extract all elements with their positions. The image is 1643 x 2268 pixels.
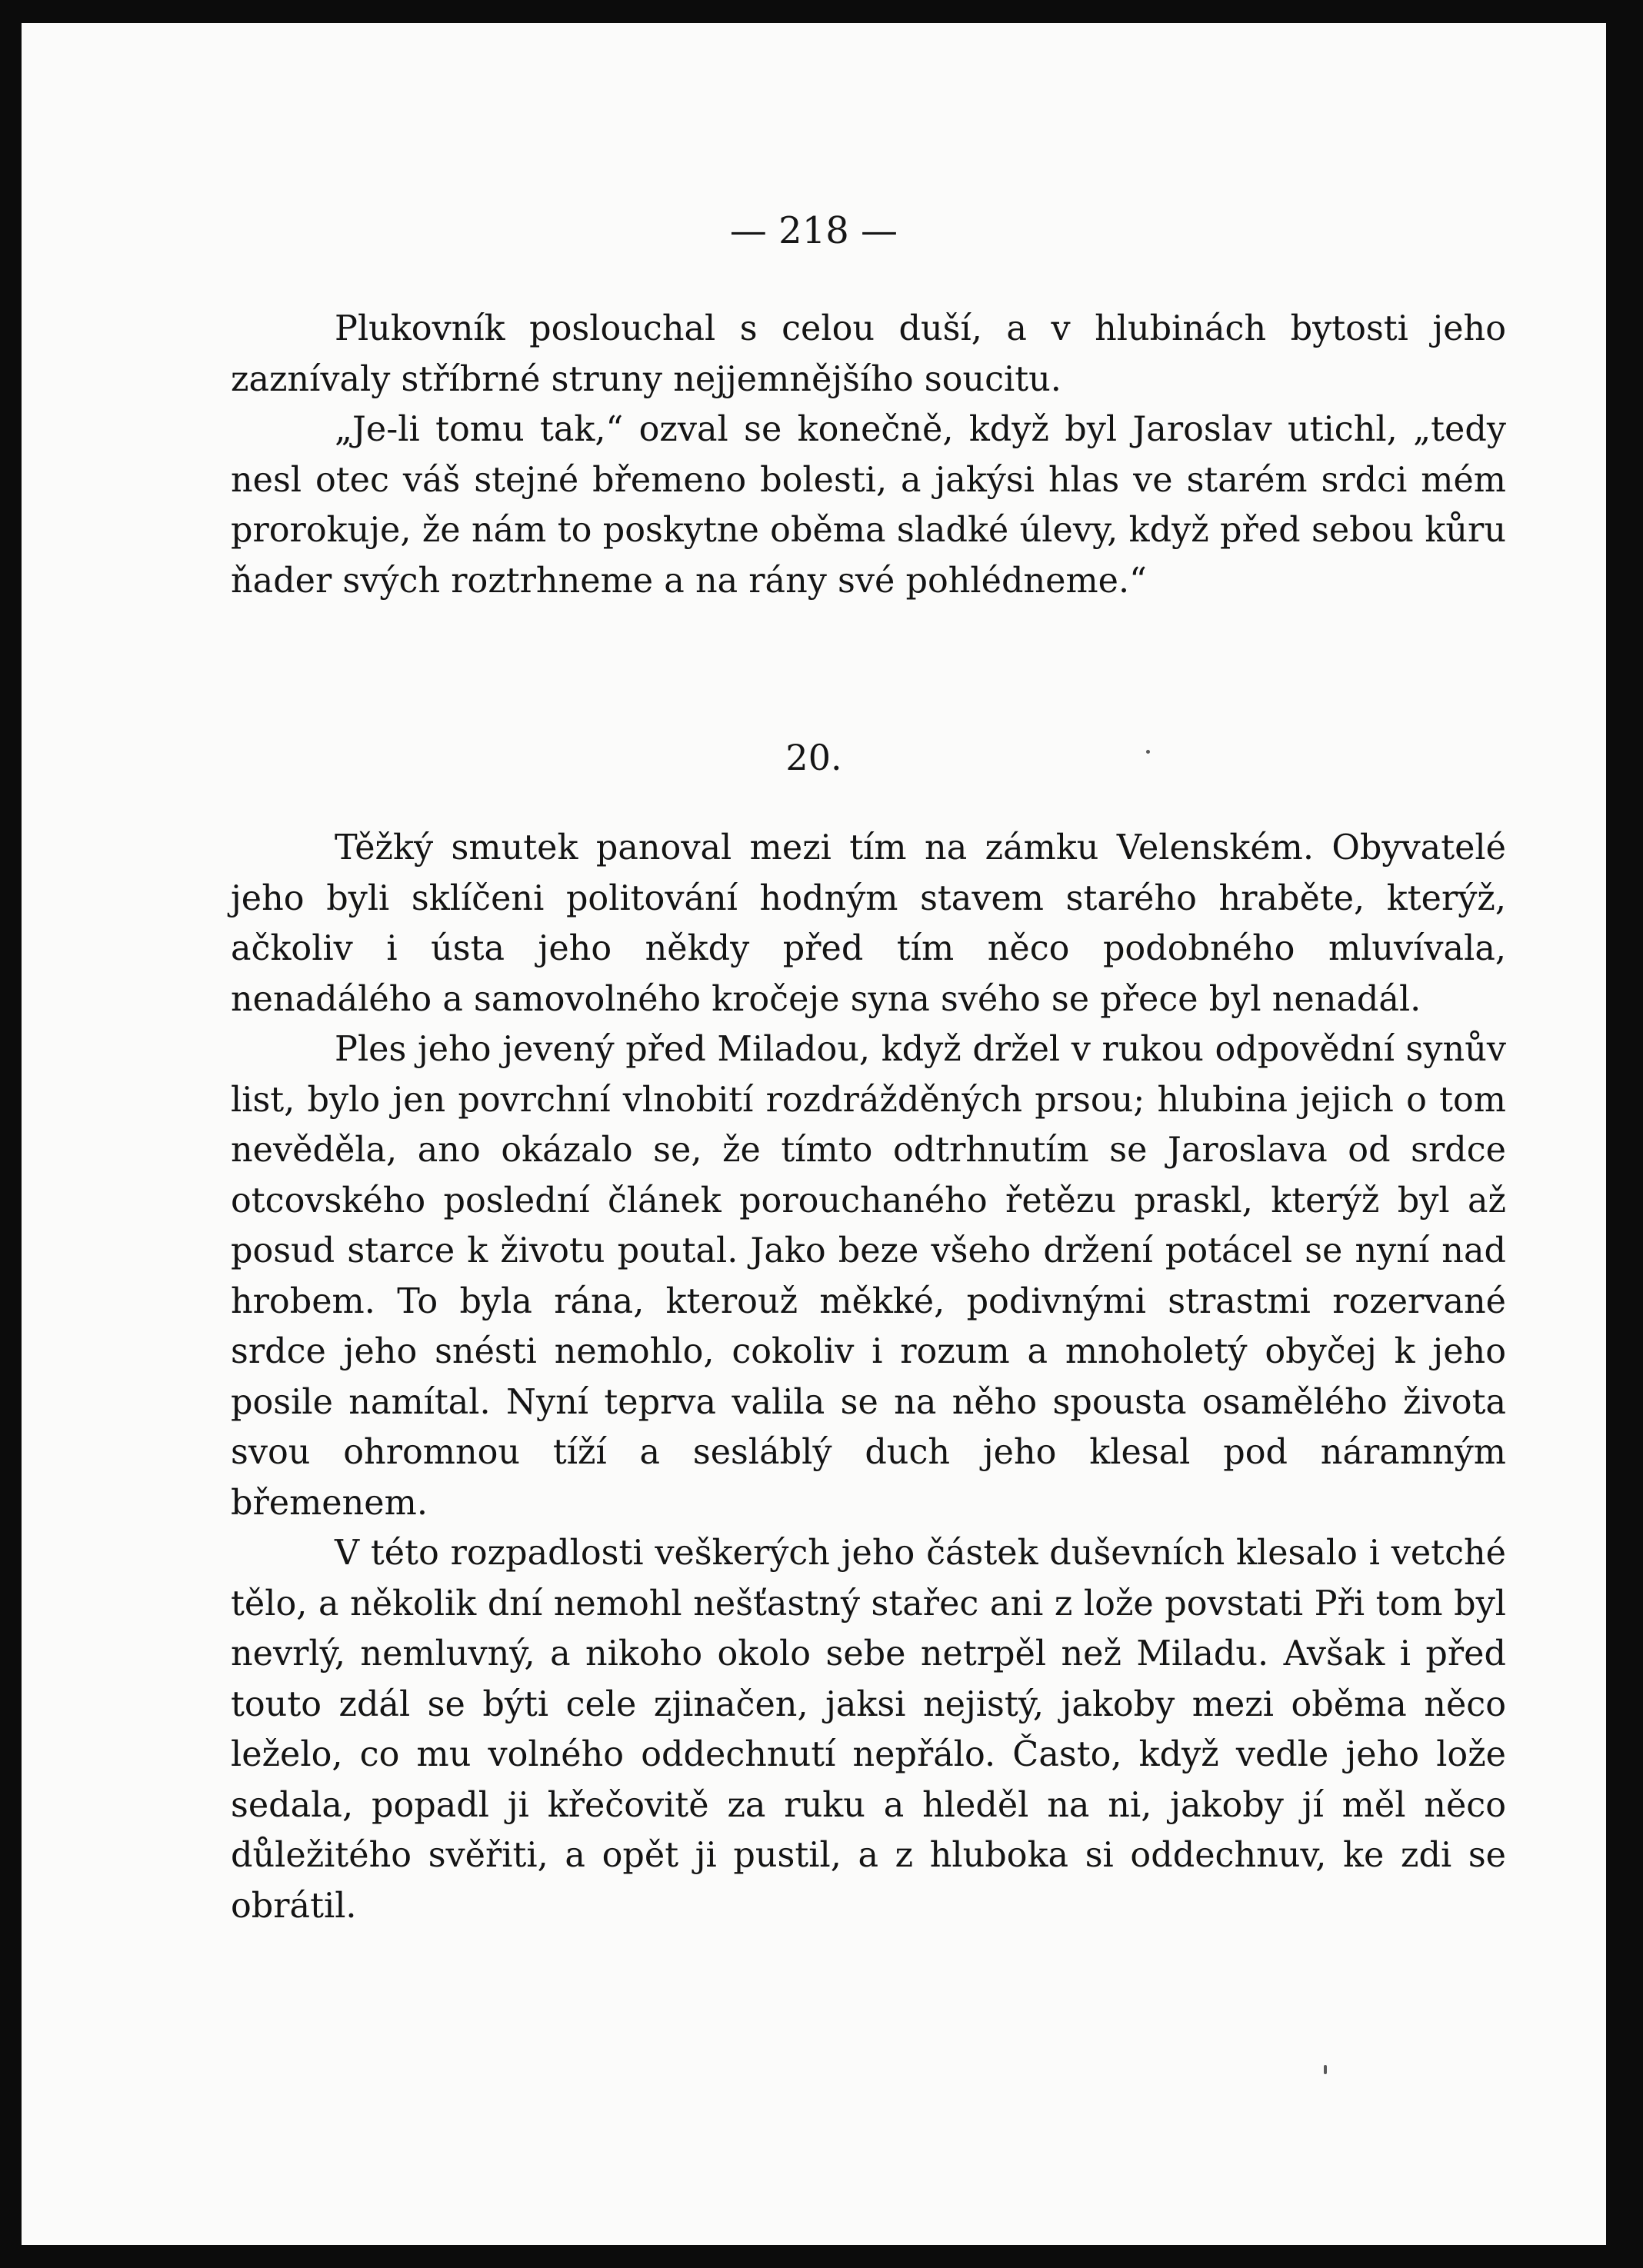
paragraph: Plukovník poslouchal s celou duší, a v hlubinách bytosti jeho zaznívaly stříbrné struny nejjemnějšího soucitu. (231, 309, 1506, 399)
paragraph: „Je-li tomu tak,“ ozval se konečně, když byl Jaroslav utichl, „tedy nesl otec váš stejné břemeno bolesti, a jakýsi hlas ve starém srdci mém prorokuje, že nám to poskytne oběma sladké úlevy, když před sebou kůru ňader svých roztrhneme a na rány své pohlédneme.“ (231, 410, 1506, 601)
paragraph: Těžký smutek panoval mezi tím na zámku Velenském. Obyvatelé jeho byli sklíčeni politování hodným stavem starého hraběte, kterýž, ačkoliv i ústa jeho někdy před tím něco podobného mluvívala, nenadálého a samovolného kročeje syna svého se přece byl nenadál. (231, 828, 1506, 1019)
page-number: — 218 — (729, 209, 898, 252)
text-before-chapter (231, 304, 1506, 606)
book-page (22, 23, 1606, 2245)
scan-speck (1324, 2065, 1327, 2074)
paragraph: V této rozpadlosti veškerých jeho částek duševních klesalo i vetché tělo, a několik dní nemohl nešťastný stařec ani z lože povstati Při tom byl nevrlý, nemluvný, a nikoho okolo sebe netrpěl než Miladu. Avšak i před touto zdál se býti cele zjinačen, jaksi nejistý, jakoby mezi oběma něco leželo, co mu volného oddechnutí nepřálo. Často, když vedle jeho lože sedala, popadl ji křečovitě za ruku a hleděl na ni, jakoby jí měl něco důležitého svěřiti, a opět ji pustil, a z hluboka si oddechnuv, ke zdi se obrátil. (231, 1534, 1506, 1926)
paragraph: Ples jeho jevený před Miladou, když držel v rukou odpovědní synův list, bylo jen povrchní vlnobití rozdrážděných prsou; hlubina jejich o tom nevěděla, ano okázalo se, že tímto odtrhnutím se Jaroslava od srdce otcovského poslední článek porouchaného řetězu praskl, kterýž byl až posud starce k životu poutal. Jako beze všeho držení potácel se nyní nad hrobem. To byla rána, kterouž měkké, podivnými strastmi rozervané srdce jeho snésti nemohlo, cokoliv i rozum a mnoholetý obyčej k jeho posile namítal. Nyní teprva valila se na něho spousta osamělého života svou ohromnou tíží a sesláblý duch jeho klesal pod náramným břemenem. (231, 1030, 1506, 1523)
chapter-number: 20. (785, 737, 842, 778)
scan-speck (1146, 750, 1150, 754)
text-after-chapter (231, 823, 1506, 1931)
